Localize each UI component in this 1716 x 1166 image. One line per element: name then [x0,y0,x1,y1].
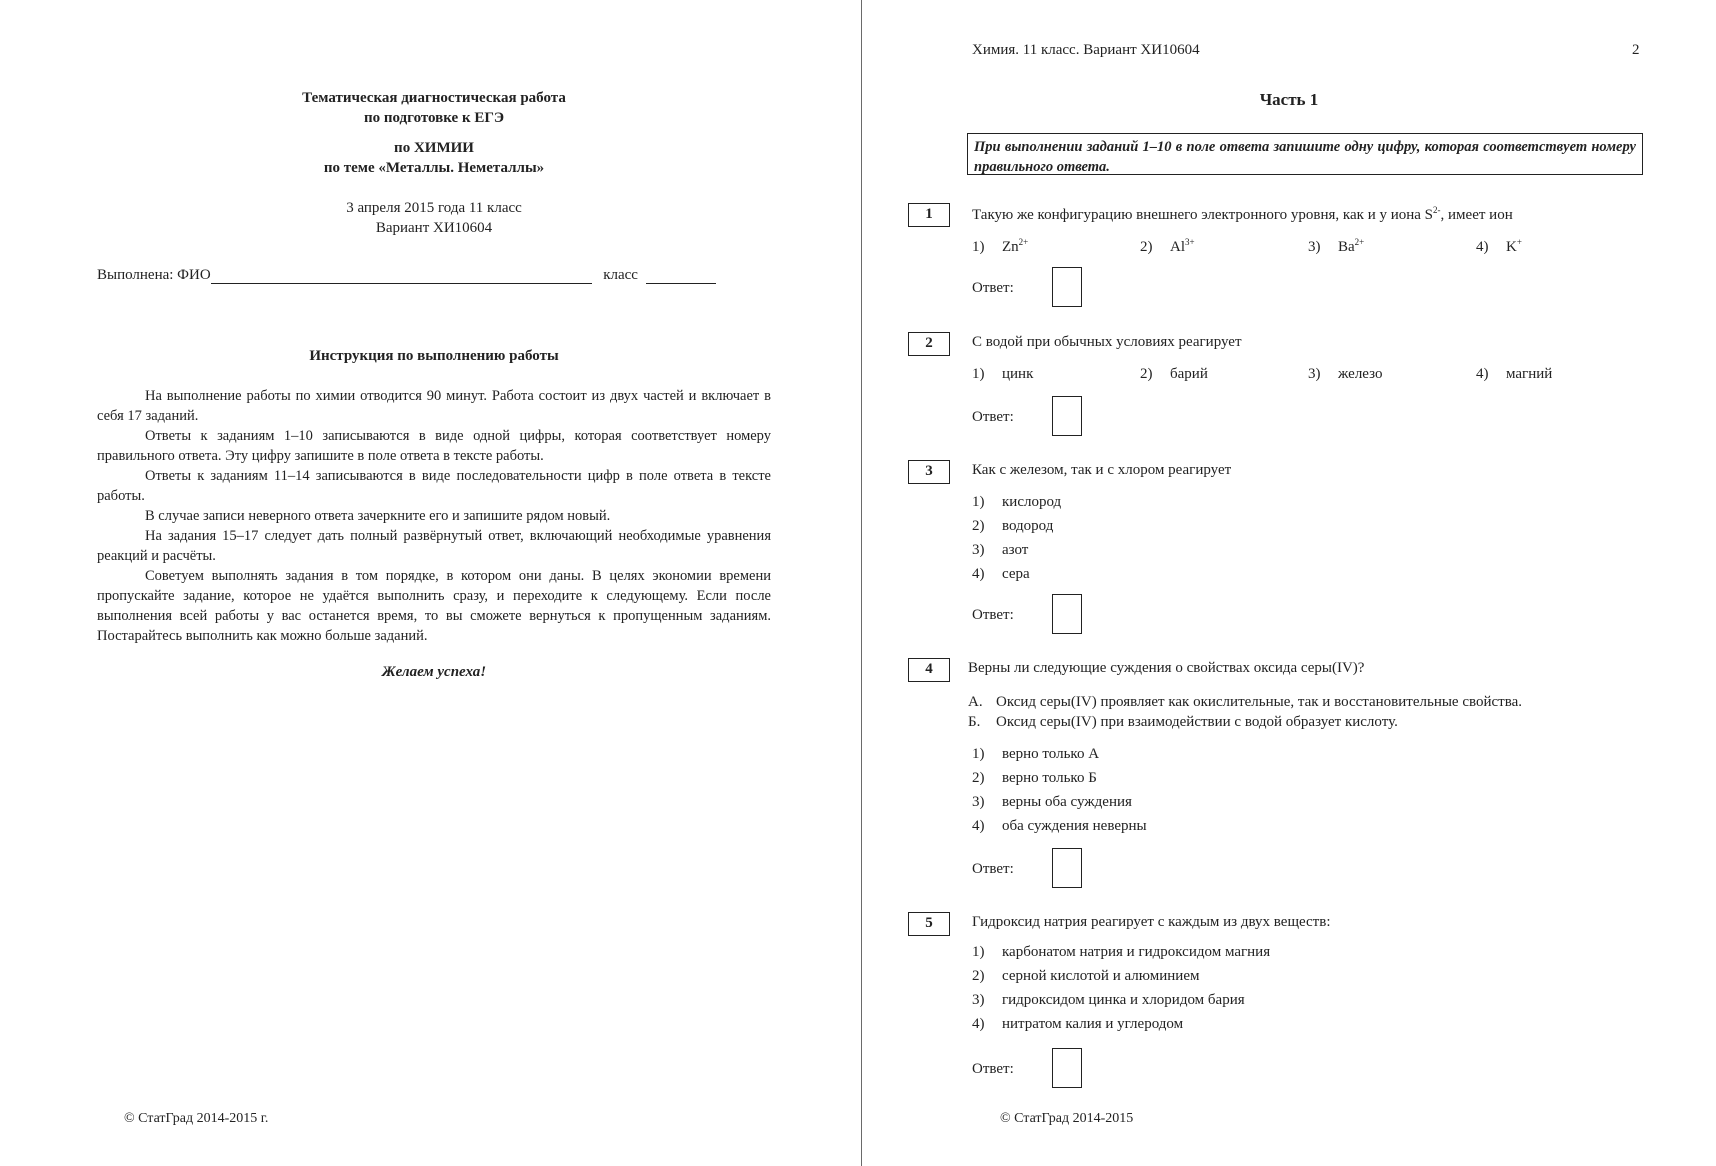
task-number: 4 [908,658,950,682]
page-number: 2 [1632,42,1640,58]
task-question [972,205,1672,224]
instruction-paragraph: На задания 15–17 следует дать полный развёрнутый ответ, включающий необходимые уравнения реакций и расчёты. [97,528,771,564]
option-number: 2) [972,518,985,534]
option [972,366,1033,383]
part-instruction: При выполнении заданий 1–10 в поле ответа запишите одну цифру, которая соответствует номеру правильного ответа. [967,133,1643,175]
options-list [972,746,1147,842]
question-tail: , имеет ион [1440,207,1513,223]
option [972,992,1270,1016]
option-text: азот [1002,542,1029,558]
option-number: 2) [972,770,985,786]
instruction-paragraph: На выполнение работы по химии отводится 90 минут. Работа состоит из двух частей и включает в себя 17 заданий. [97,388,771,424]
option-number: 3) [1308,366,1321,382]
option [972,542,1061,566]
option-number: 1) [972,746,985,762]
date-line: 3 апреля 2015 года 11 класс [346,200,522,216]
option-text: карбонатом натрия и гидроксидом магния [1002,944,1271,960]
options-list [972,494,1061,590]
work-title [97,88,771,128]
option-text: серной кислотой и алюминием [1002,968,1200,984]
option-number: 1) [972,366,985,382]
option [972,518,1061,542]
copyright-footer: © СтатГрад 2014-2015 г. [124,1111,269,1126]
option [972,566,1061,590]
right-page [862,0,1716,1166]
option-number: 3) [1308,239,1321,255]
task-number: 2 [908,332,950,356]
instruction-paragraph: Ответы к заданиям 1–10 записываются в виде одной цифры, которая соответствует номеру правильного ответа. Эту цифру запишите в поле ответа в тексте работы. [97,428,771,464]
task-number: 5 [908,912,950,936]
option-text: K [1506,239,1517,255]
option [972,818,1147,842]
work-date [97,198,771,238]
option-text: сера [1002,566,1030,582]
option-number: 1) [972,239,985,255]
option [1476,237,1522,256]
option-text: железо [1338,366,1383,382]
option-text: верны оба суждения [1002,794,1132,810]
question-text: Такую же конфигурацию внешнего электронного уровня, как и у иона S [972,207,1434,223]
option-number: 3) [972,542,985,558]
instruction-body [97,386,771,646]
subject-line: по теме «Металлы. Неметаллы» [323,160,545,176]
answer-label: Ответ: [972,280,1014,296]
statement [968,692,1522,712]
option-number: 2) [1140,239,1153,255]
option [1140,237,1195,256]
task-question: Гидроксид натрия реагирует с каждым из двух веществ: [972,914,1331,930]
option-number: 4) [1476,366,1489,382]
option-charge: 2+ [1018,237,1029,247]
option [972,770,1147,794]
instruction-paragraph: Советуем выполнять задания в том порядке, в котором они даны. В целях экономии времени пропускайте задание, которое не удаётся выполнить сразу, и переходите к следующему. Если после выполнения всей работы у вас останется время, то вы сможете вернуться к пропущенным заданиям. Постарайтесь выполнить как можно больше заданий. [97,568,771,644]
answer-label: Ответ: [972,409,1014,425]
title-line: Тематическая диагностическая работа [302,90,566,106]
option [972,1016,1270,1040]
class-label: класс [603,267,638,283]
option [1308,366,1383,383]
option-number: 4) [972,1016,985,1032]
statement-letter: А. [968,694,983,710]
task-question: С водой при обычных условиях реагирует [972,334,1242,350]
statement [968,712,1522,732]
option-text: верно только Б [1002,770,1097,786]
option-text: Ba [1338,239,1355,255]
fio-label: Выполнена: ФИО [97,267,211,283]
option-number: 4) [972,818,985,834]
option-number: 1) [972,494,985,510]
option-text: Al [1170,239,1185,255]
option-number: 4) [1476,239,1489,255]
task-question: Верны ли следующие суждения о свойствах оксида серы(IV)? [968,660,1365,676]
option [972,968,1270,992]
option [972,794,1147,818]
fio-line [97,267,777,284]
wish-text: Желаем успеха! [381,664,487,680]
copyright-footer: © СтатГрад 2014-2015 [1000,1111,1134,1126]
option-text: верно только А [1002,746,1100,762]
option-text: магний [1506,366,1553,382]
option-charge: 3+ [1185,237,1195,247]
class-field[interactable] [646,268,716,284]
task-number: 3 [908,460,950,484]
option-text: барий [1170,366,1208,382]
answer-label: Ответ: [972,607,1014,623]
option-number: 1) [972,944,985,960]
part-title: Часть 1 [1259,90,1319,109]
option-number: 2) [972,968,985,984]
statement-letter: Б. [968,714,981,730]
option-text: гидроксидом цинка и хлоридом бария [1002,992,1245,1008]
option-text: Zn [1002,239,1019,255]
option-text: водород [1002,518,1054,534]
page-header: Химия. 11 класс. Вариант ХИ10604 [972,42,1200,58]
task-question: Как с железом, так и с хлором реагирует [972,462,1232,478]
option-number: 2) [1140,366,1153,382]
option-number: 3) [972,794,985,810]
variant-line: Вариант ХИ10604 [375,220,493,236]
option [1308,237,1364,256]
instruction-paragraph: В случае записи неверного ответа зачеркните его и запишите рядом новый. [145,508,611,524]
subject-line: по ХИМИИ [394,140,474,156]
option [1476,366,1552,383]
option-text: нитратом калия и углеродом [1002,1016,1184,1032]
option-text: цинк [1002,366,1034,382]
options-list [972,944,1270,1040]
task-number: 1 [908,203,950,227]
option [972,237,1028,256]
title-line: по подготовке к ЕГЭ [363,110,505,126]
work-subject [97,138,771,178]
question-superscript: 2- [1433,205,1441,215]
statement-text: Оксид серы(IV) проявляет как окислительные, так и восстановительные свойства. [996,694,1523,710]
statement-text: Оксид серы(IV) при взаимодействии с водой образует кислоту. [996,714,1398,730]
option-text: кислород [1002,494,1062,510]
option-number: 3) [972,992,985,1008]
instruction-paragraph: Ответы к заданиям 11–14 записываются в виде последовательности цифр в поле ответа в тексте работы. [97,468,771,504]
option-charge: + [1516,237,1522,247]
option [972,746,1147,770]
option-charge: 2+ [1354,237,1365,247]
answer-box[interactable] [1052,267,1082,307]
option-number: 4) [972,566,985,582]
answer-label: Ответ: [972,861,1014,877]
option [972,944,1270,968]
answer-box[interactable] [1052,1048,1082,1088]
fio-field[interactable] [211,268,592,284]
option [972,494,1061,518]
option [1140,366,1208,383]
answer-label: Ответ: [972,1061,1014,1077]
answer-box[interactable] [1052,848,1082,888]
statements [968,692,1522,732]
answer-box[interactable] [1052,594,1082,634]
option-text: оба суждения неверны [1002,818,1147,834]
answer-box[interactable] [1052,396,1082,436]
instruction-title: Инструкция по выполнению работы [309,348,559,364]
